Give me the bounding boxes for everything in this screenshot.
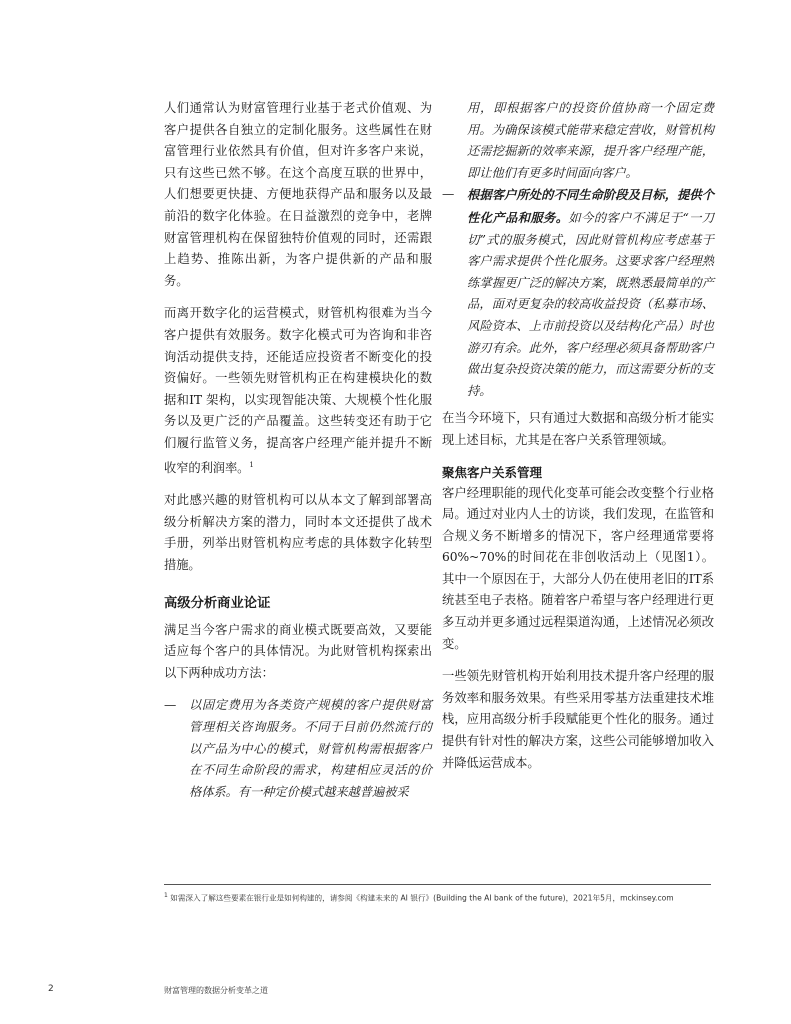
footnote-divider bbox=[164, 884, 711, 885]
list-item-continuation: 用，即根据客户的投资价值协商一个固定费用。为确保该模式能带来稳定营收，财管机构还需挖掘新的效率来源，提升客户经理产能，即让他们有更多时间面向客户。 bbox=[467, 101, 714, 180]
environment-paragraph: 在当今环境下，只有通过大数据和高级分析才能实现上述目标，尤其是在客户关系管理领域。 bbox=[442, 411, 714, 447]
footnote-reference[interactable]: 1 bbox=[249, 460, 254, 469]
dash-bullet: — bbox=[442, 187, 455, 202]
list-item-personalization bbox=[442, 184, 714, 402]
footnote bbox=[164, 890, 724, 905]
page-number: 2 bbox=[48, 984, 54, 994]
technology-paragraph: 一些领先财管机构开始利用技术提升客户经理的服务效率和服务效果。有些采用零基方法重建技术堆栈，应用高级分析手段赋能更个性化的服务。通过提供有针对性的解决方案，这些公司能够增加收入并降低运营成本。 bbox=[442, 669, 714, 770]
list-item-lead: 以固定费用为各类资产规模的客户提供财富管理相关咨询服务。 bbox=[189, 698, 432, 734]
rm-modernization-paragraph: 客户经理职能的现代化变革可能会改变整个行业格局。通过对业内人士的访谈，我们发现，在监管和合规义务不断增多的情况下，客户经理通常要将60%~70%的时间花在非创收活动上（见图1）。其中一个原因在于，大部分人仍在使用老旧的IT系统甚至电子表格。随着客户希望与客户经理进行更多互动并更多通过远程渠道沟通，上述情况必须改变。 bbox=[442, 485, 714, 651]
dash-bullet: — bbox=[164, 698, 177, 713]
running-title: 财富管理的数据分析变革之道 bbox=[164, 986, 268, 995]
list-item-fixed-fee bbox=[164, 695, 432, 803]
list-item-body: 如今的客户不满足于“一刀切”式的服务模式，因此财管机构应考虑基于客户需求提供个性化服务。这要求客户经理熟练掌握更广泛的解决方案，既熟悉最简单的产品，面对更复杂的较高收益投资（私募市场、风险资本、上市前投资以及结构化产品）时也游刃有余。此外，客户经理必须具备帮助客户做出复杂投资决策的能力，而这需要分析的支持。 bbox=[467, 210, 715, 398]
right-column bbox=[442, 98, 714, 785]
intro-paragraph: 人们通常认为财富管理行业基于老式价值观、为客户提供各自独立的定制化服务。这些属性在财富管理行业依然具有价值，但对许多客户来说，只有这些已然不够。在这个高度互联的世界中，人们想要更快捷、方便地获得产品和服务以及最前沿的数字化体验。在日益激烈的竞争中，老牌财富管理机构在保留独特价值观的同时，还需跟上趋势、推陈出新，为客户提供新的产品和服务。 bbox=[164, 101, 432, 288]
left-column bbox=[164, 98, 432, 803]
footnote-marker: 1 bbox=[164, 892, 168, 899]
business-model-paragraph: 满足当今客户需求的商业模式既要高效，又要能适应每个客户的具体情况。为此财管机构探索出以下两种成功方法： bbox=[164, 622, 432, 680]
footnote-text: 如需深入了解这些要素在银行业是如何构建的，请参阅《构建未来的 AI 银行》(Building the AI bank of the future)，2021年5月，mckinsey.com bbox=[170, 893, 674, 903]
list-item-lead: 根据客户所处的不同生命阶段及目标，提供个性化产品和服务。 bbox=[467, 187, 714, 225]
digital-model-paragraph bbox=[164, 303, 432, 479]
section-heading-business-case: 高级分析商业论证 bbox=[164, 595, 271, 611]
list-item-body: 不同于目前仍然流行的以产品为中心的模式，财管机构需根据客户在不同生命阶段的需求，构建相应灵活的价格体系。有一种定价模式越来越普遍被采 bbox=[189, 719, 432, 799]
reader-paragraph: 对此感兴趣的财管机构可以从本文了解到部署高级分析解决方案的潜力，同时本文还提供了战术手册，列举出财管机构应考虑的具体数字化转型措施。 bbox=[164, 493, 432, 572]
digital-model-text: 而离开数字化的运营模式，财管机构很难为当今客户提供有效服务。数字化模式可为咨询和非咨询活动提供支持，还能适应投资者不断变化的投资偏好。一些领先财管机构正在构建模块化的数据和IT 架构，以实现智能决策、大规模个性化服务以及更广泛的产品覆盖。这些转变还有助于它们履行监管义务，提高客户经理产能并提升不断收窄的利润率。 bbox=[164, 306, 432, 475]
section-heading-crm: 聚焦客户关系管理 bbox=[442, 464, 543, 480]
